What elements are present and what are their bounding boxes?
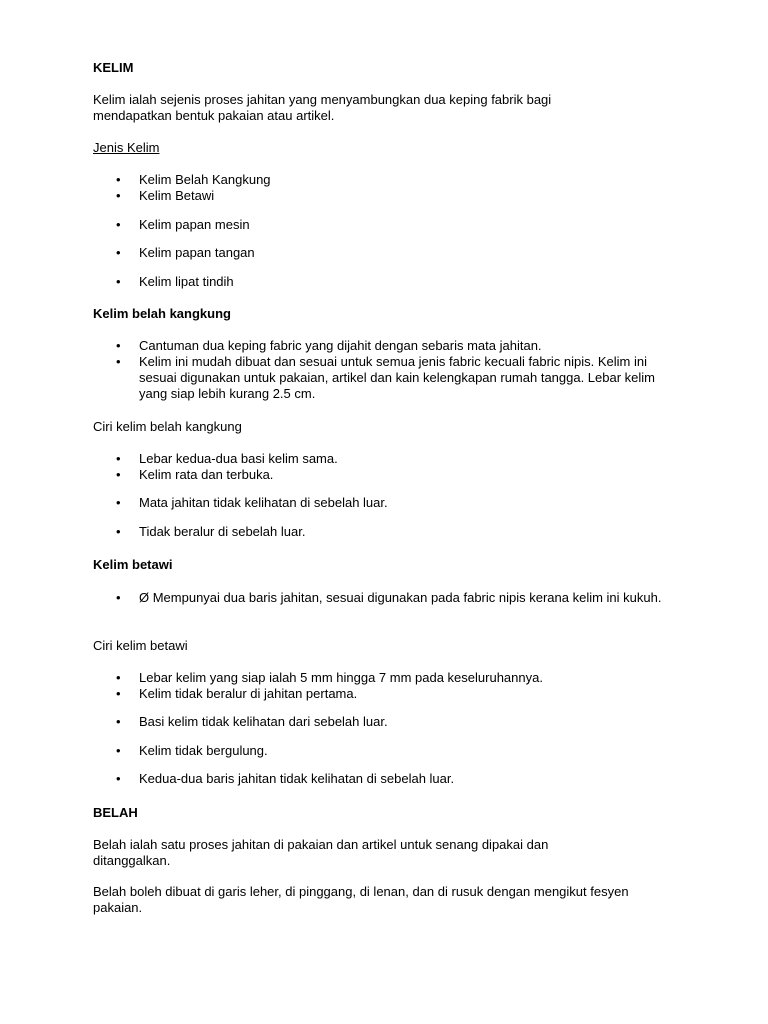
list-item: • Mata jahitan tidak kelihatan di sebelah luar. [139,495,679,511]
list-item: • Kelim lipat tindih [139,274,679,290]
jenis-kelim-heading: Jenis Kelim [93,140,160,155]
list-item: • Ø Mempunyai dua baris jahitan, sesuai digunakan pada fabric nipis kerana kelim ini kukuh. [139,590,669,606]
list-item: • Lebar kelim yang siap ialah 5 mm hingga 7 mm pada keseluruhannya. [139,670,679,686]
belah-paragraph-2: Belah boleh dibuat di garis leher, di pinggang, di lenan, dan di rusuk dengan mengikut fesyen pakaian. [93,884,629,915]
list-item: • Kelim rata dan terbuka. [139,467,679,483]
list-item: • Lebar kedua-dua basi kelim sama. [139,451,679,467]
section-title-belah: BELAH [93,805,138,820]
section-title-kelim: KELIM [93,60,134,75]
section-title-kelim-betawi: Kelim betawi [93,557,173,572]
list-item: • Cantuman dua keping fabric yang dijahit dengan sebaris mata jahitan. [139,338,679,354]
section-title-belah-kangkung: Kelim belah kangkung [93,306,231,321]
list-item: • Kelim Belah Kangkung [139,172,679,188]
list-item: • Kedua-dua baris jahitan tidak kelihatan di sebelah luar. [139,771,679,787]
kelim-intro-paragraph: Kelim ialah sejenis proses jahitan yang menyambungkan dua keping fabrik bagi mendapatkan bentuk pakaian atau artikel. [93,92,552,123]
list-item: • Kelim tidak beralur di jahitan pertama. [139,686,679,702]
list-item: • Basi kelim tidak kelihatan dari sebelah luar. [139,714,679,730]
list-item: • Kelim tidak bergulung. [139,743,679,759]
list-item: • Tidak beralur di sebelah luar. [139,524,679,540]
ciri-kelim-betawi-heading: Ciri kelim betawi [93,638,188,653]
list-item: • Kelim ini mudah dibuat dan sesuai untuk semua jenis fabric kecuali fabric nipis. Kelim ini sesuai digunakan untuk pakaian, artikel dan kain kelengkapan rumah tangga. Lebar kelim yang siap lebih kurang 2.5 cm. [139,354,663,402]
belah-paragraph-1: Belah ialah satu proses jahitan di pakaian dan artikel untuk senang dipakai dan ditanggalkan. [93,837,549,868]
list-item: • Kelim papan tangan [139,245,679,261]
list-item: • Kelim papan mesin [139,217,679,233]
ciri-belah-kangkung-heading: Ciri kelim belah kangkung [93,419,242,434]
list-item: • Kelim Betawi [139,188,679,204]
